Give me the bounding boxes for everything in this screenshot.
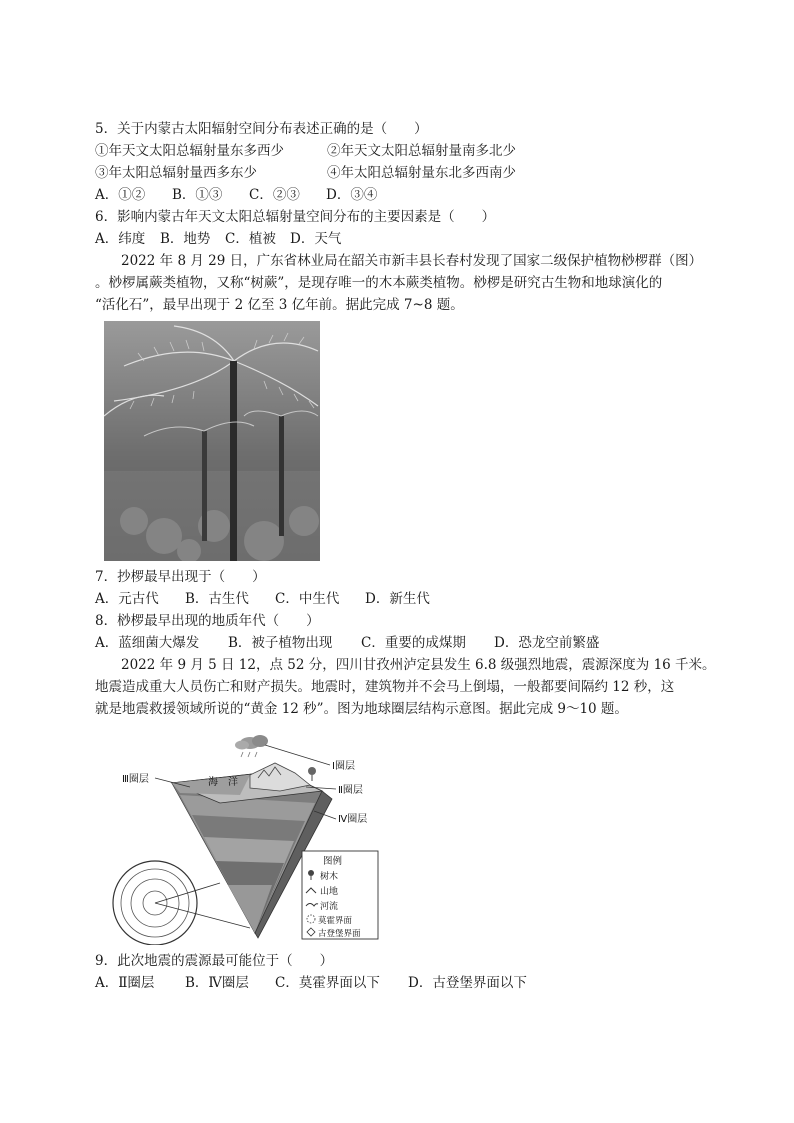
legend-item-gutenberg: 古登堡界面 xyxy=(318,929,361,939)
q5-statement-2: ②年天文太阳总辐射量南多北少 xyxy=(327,143,516,159)
tree-fern-photo xyxy=(104,321,320,561)
q8-option-b: B．被子植物出现 xyxy=(228,635,333,651)
passage2-line3: 就是地震救援领域所说的“黄金 12 秒”。图为地球圈层结构示意图。据此完成 9～10 题。 xyxy=(95,701,628,717)
cloud-icon xyxy=(235,735,268,757)
passage1-line2: 。桫椤属蕨类植物，又称“树蕨”，是现存唯一的木本蕨类植物。桫椤是研究古生物和地球演化的 xyxy=(95,275,663,291)
q9-option-d: D．古登堡界面以下 xyxy=(408,975,527,991)
q8-option-a: A．蓝细菌大爆发 xyxy=(95,635,200,651)
q7-option-c: C．中生代 xyxy=(275,591,340,607)
tree-icon xyxy=(308,767,316,781)
q6-option-c: C．植被 xyxy=(225,231,276,247)
q5-statements-row2 xyxy=(95,164,516,182)
q8-stem: 8．桫椤最早出现的地质年代（ ） xyxy=(95,613,320,629)
legend-item-moho: 莫霍界面 xyxy=(318,916,353,926)
q9-stem: 9．此次地震的震源最可能位于（ ） xyxy=(95,953,334,969)
q5-statement-1: ①年天文太阳总辐射量东多西少 xyxy=(95,143,284,159)
q6-option-a: A．纬度 xyxy=(95,231,146,247)
q5-stem: 5．关于内蒙古太阳辐射空间分布表述正确的是（ ） xyxy=(95,121,428,137)
q6-stem: 6．影响内蒙古年天文太阳总辐射量空间分布的主要因素是（ ） xyxy=(95,209,496,225)
q9-option-a: A．Ⅱ圈层 xyxy=(95,975,155,991)
q7-option-b: B．古生代 xyxy=(185,591,249,607)
q5-option-c: C．②③ xyxy=(249,187,300,203)
q5-option-b: B．①③ xyxy=(172,187,223,203)
q5-statement-4: ④年太阳总辐射量东北多西南少 xyxy=(327,165,516,181)
earth-sphere-diagram xyxy=(100,733,390,945)
layer2-label: Ⅱ圈层 xyxy=(338,785,363,796)
q5-option-a: A．①② xyxy=(95,187,146,203)
legend-item-river: 河流 xyxy=(320,902,339,912)
diagram-legend xyxy=(302,851,378,939)
q6-option-d: D．天气 xyxy=(290,231,342,247)
q8-option-d: D．恐龙空前繁盛 xyxy=(494,635,600,651)
q6-options xyxy=(95,230,341,248)
q7-options xyxy=(95,590,430,608)
q7-stem: 7．抄椤最早出现于（ ） xyxy=(95,569,266,585)
q6-option-b: B．地势 xyxy=(160,231,211,247)
passage2-line2: 地震造成重大人员伤亡和财产损失。地震时，建筑物并不会马上倒塌，一般都要间隔约 12 秒，这 xyxy=(95,679,675,695)
layer4-label: Ⅳ圈层 xyxy=(338,814,368,825)
q9-options xyxy=(95,974,527,992)
q5-statements-row1 xyxy=(95,142,516,160)
layer3-label: Ⅲ圈层 xyxy=(122,774,149,785)
q5-statement-3: ③年太阳总辐射量西多东少 xyxy=(95,165,257,181)
q5-options xyxy=(95,186,377,204)
q8-options xyxy=(95,634,599,652)
q9-option-c: C．莫霍界面以下 xyxy=(275,975,380,991)
passage1-line3: “活化石”，最早出现于 2 亿至 3 亿年前。据此完成 7~8 题。 xyxy=(95,297,464,313)
ocean-label: 海 洋 xyxy=(208,777,238,788)
q9-option-b: B．Ⅳ圈层 xyxy=(185,975,249,991)
legend-title: 图例 xyxy=(323,856,343,867)
legend-item-tree: 树木 xyxy=(320,872,339,882)
q5-option-d: D．③④ xyxy=(326,187,378,203)
q7-option-d: D．新生代 xyxy=(365,591,430,607)
passage1-line1: 2022 年 8 月 29 日，广东省林业局在韶关市新丰县长春村发现了国家二级保护植物桫椤群（图） xyxy=(121,253,703,269)
q7-option-a: A．元古代 xyxy=(95,591,159,607)
q8-option-c: C．重要的成煤期 xyxy=(361,635,466,651)
legend-item-mountain: 山地 xyxy=(320,887,339,897)
passage2-line1: 2022 年 9 月 5 日 12，点 52 分，四川甘孜州泸定县发生 6.8 级强烈地震，震源深度为 16 千米。 xyxy=(121,657,716,673)
layer1-label: Ⅰ圈层 xyxy=(332,761,355,772)
